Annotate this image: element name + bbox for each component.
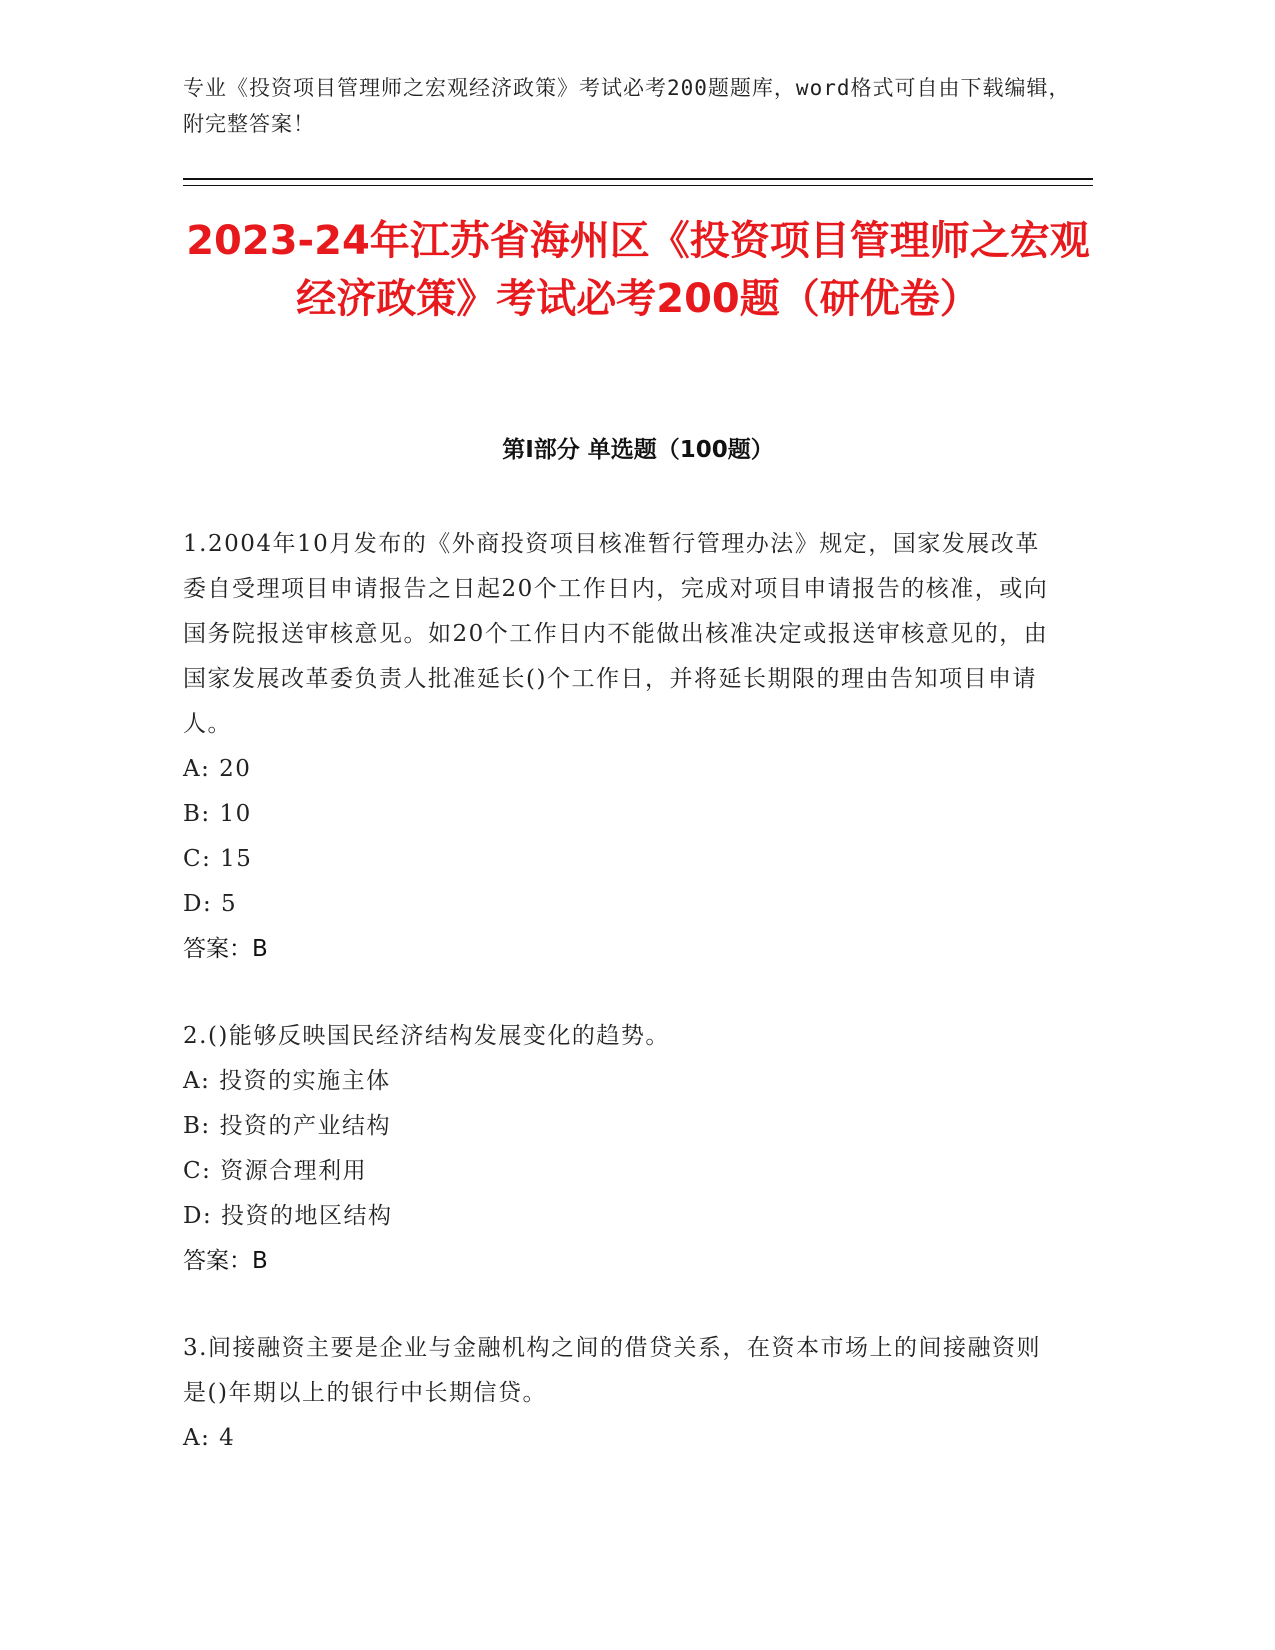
question-1 (183, 522, 1063, 972)
header-divider-thin (183, 185, 1093, 186)
section-title: 第I部分 单选题（100题） (502, 437, 774, 463)
option-a: A: 20 (183, 756, 252, 782)
question-3 (183, 1326, 1063, 1461)
option-d: D: 投资的地区结构 (183, 1203, 393, 1229)
question-2 (183, 1014, 1063, 1284)
answer: 答案：B (183, 936, 268, 962)
header-note: 专业《投资项目管理师之宏观经济政策》考试必考200题题库，word格式可自由下载编辑，附完整答案！ (183, 76, 1071, 136)
document-title: 2023-24年江苏省海州区《投资项目管理师之宏观经济政策》考试必考200题（研优卷） (186, 218, 1090, 322)
header-divider-thick (183, 178, 1093, 180)
option-d: D: 5 (183, 891, 238, 917)
option-a: A: 投资的实施主体 (183, 1068, 391, 1094)
option-b: B: 投资的产业结构 (183, 1113, 391, 1139)
option-a: A: 4 (183, 1425, 236, 1451)
question-list (183, 522, 1063, 1503)
option-b: B: 10 (183, 801, 252, 827)
option-c: C: 资源合理利用 (183, 1158, 368, 1184)
option-c: C: 15 (183, 846, 253, 872)
answer: 答案：B (183, 1248, 268, 1274)
question-stem: 2.()能够反映国民经济结构发展变化的趋势。 (183, 1023, 670, 1049)
question-stem: 3.间接融资主要是企业与金融机构之间的借贷关系，在资本市场上的间接融资则是()年期以上的银行中长期信贷。 (183, 1335, 1041, 1406)
question-stem: 1.2004年10月发布的《外商投资项目核准暂行管理办法》规定，国家发展改革委自受理项目申请报告之日起20个工作日内，完成对项目申请报告的核准，或向国务院报送审核意见。如20个工作日内不能做出核准决定或报送审核意见的，由国家发展改革委负责人批准延长()个工作日，并将延长期限的理由告知项目申请人。 (183, 531, 1049, 737)
